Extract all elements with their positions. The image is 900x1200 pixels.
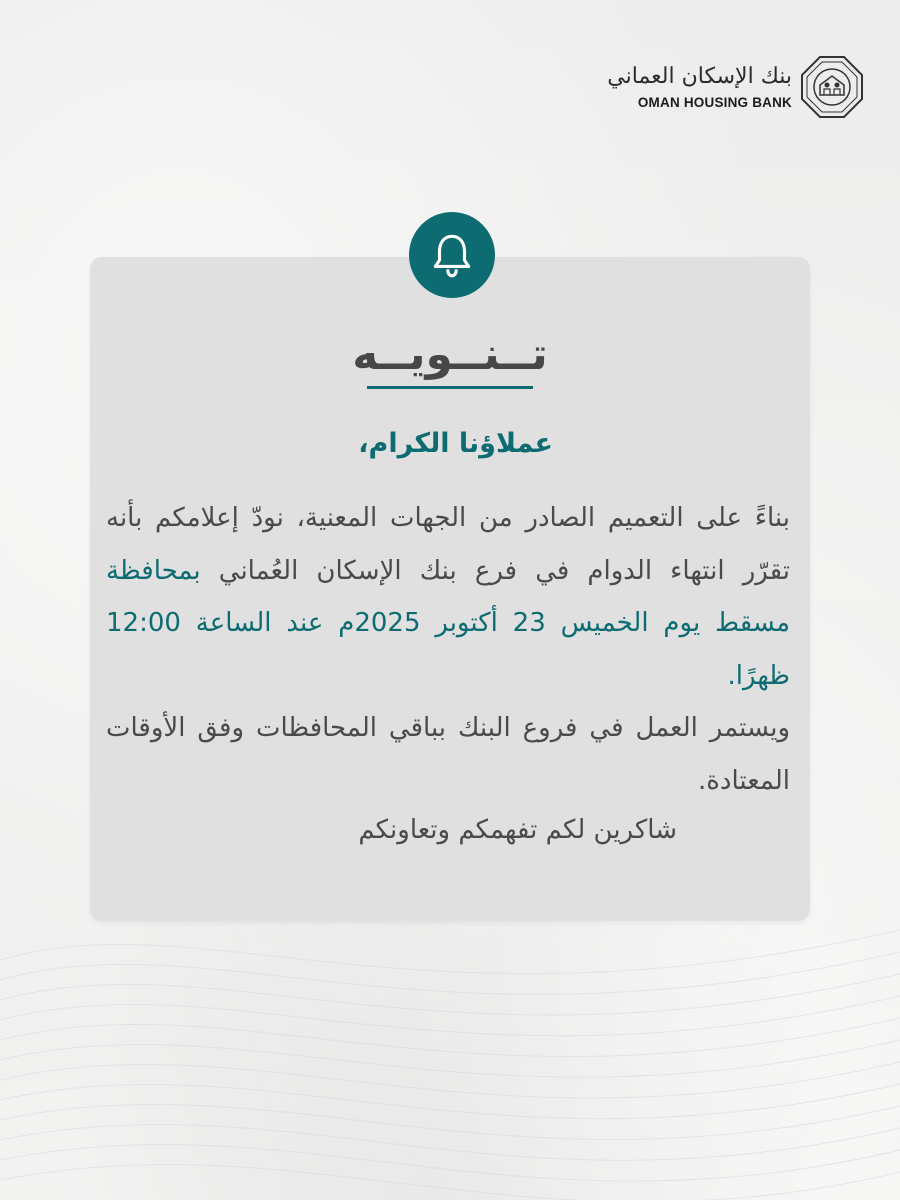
notice-greeting: عملاؤنا الكرام، bbox=[358, 428, 553, 459]
brand-logo bbox=[607, 55, 864, 119]
notice-body-continuation: ويستمر العمل في فروع البنك بباقي المحافظات وفق الأوقات المعتادة. bbox=[106, 713, 790, 796]
notice-badge bbox=[409, 212, 495, 298]
brand-name-english: OMAN HOUSING BANK bbox=[637, 94, 792, 110]
notice-closing: شاكرين لكم تفهمكم وتعاونكم bbox=[358, 815, 677, 845]
bank-emblem-icon bbox=[800, 55, 864, 119]
title-underline bbox=[367, 386, 533, 389]
notice-title: تــنــويــه bbox=[352, 329, 548, 380]
notice-body bbox=[106, 492, 790, 807]
brand-wordmark bbox=[607, 64, 792, 109]
notice-body-highlight: بمحافظة مسقط يوم الخميس 23 أكتوبر 2025م عند الساعة 12:00 ظهرًا. bbox=[106, 555, 790, 691]
brand-name-arabic: بنك الإسكان العماني bbox=[607, 64, 792, 90]
bell-icon bbox=[427, 230, 477, 280]
notice-body-intro: بناءً على التعميم الصادر من الجهات المعنية، نودّ إعلامكم بأنه تقرّر انتهاء الدوام في فرع بنك الإسكان العُماني bbox=[106, 503, 790, 586]
